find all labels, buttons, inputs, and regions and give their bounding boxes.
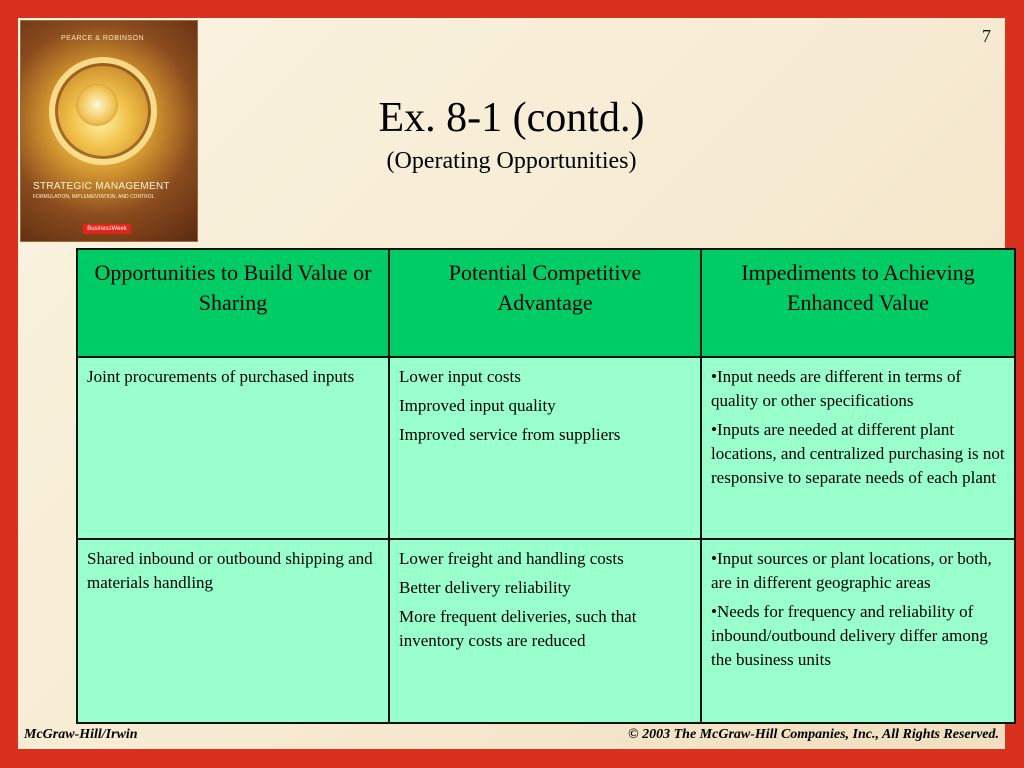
cell-text: Lower freight and handling costs [399, 549, 624, 568]
cell-text: •Input needs are different in terms of quality or other specifications [711, 367, 962, 410]
cover-title: STRATEGIC MANAGEMENT [33, 181, 170, 192]
cover-badge: BusinessWeek [83, 224, 131, 234]
cell-text: Shared inbound or outbound shipping and materials handling [87, 549, 373, 592]
footer-copyright: © 2003 The McGraw-Hill Companies, Inc., All Rights Reserved. [628, 727, 999, 742]
cell-text: Improved input quality [399, 396, 556, 415]
page-number: 7 [982, 26, 991, 46]
slide-title: Ex. 8-1 (contd.) [378, 95, 645, 141]
cell-text: Lower input costs [399, 367, 521, 386]
cell-text: •Input sources or plant locations, or both, are in different geographic areas [711, 549, 992, 592]
advantage-cell [389, 539, 701, 723]
cell-text: •Inputs are needed at different plant locations, and centralized purchasing is not responsive to separate needs of each plant [711, 420, 1005, 487]
cover-subtitle: FORMULATION, IMPLEMENTATION, AND CONTROL [33, 194, 155, 200]
opportunities-table [76, 248, 1016, 724]
cell-text: More frequent deliveries, such that inventory costs are reduced [399, 607, 637, 650]
cell-text: Improved service from suppliers [399, 425, 621, 444]
cell-text: Better delivery reliability [399, 578, 571, 597]
slide [18, 18, 1005, 749]
opportunity-cell [77, 357, 389, 539]
advantage-cell [389, 357, 701, 539]
column-header-advantage: Potential Competitive Advantage [389, 249, 701, 357]
cell-text: Joint procurements of purchased inputs [87, 367, 355, 386]
slide-subtitle: (Operating Opportunities) [386, 148, 637, 174]
table-row [77, 357, 1015, 539]
cover-author: PEARCE & ROBINSON [61, 35, 145, 42]
column-header-impediments: Impediments to Achieving Enhanced Value [701, 249, 1015, 357]
impediment-cell [701, 539, 1015, 723]
table-header-row [77, 249, 1015, 357]
footer-publisher: McGraw-Hill/Irwin [24, 727, 138, 742]
column-header-opportunities: Opportunities to Build Value or Sharing [77, 249, 389, 357]
table-row [77, 539, 1015, 723]
opportunity-cell [77, 539, 389, 723]
cell-text: •Needs for frequency and reliability of inbound/outbound delivery differ among the business units [711, 602, 988, 669]
impediment-cell [701, 357, 1015, 539]
